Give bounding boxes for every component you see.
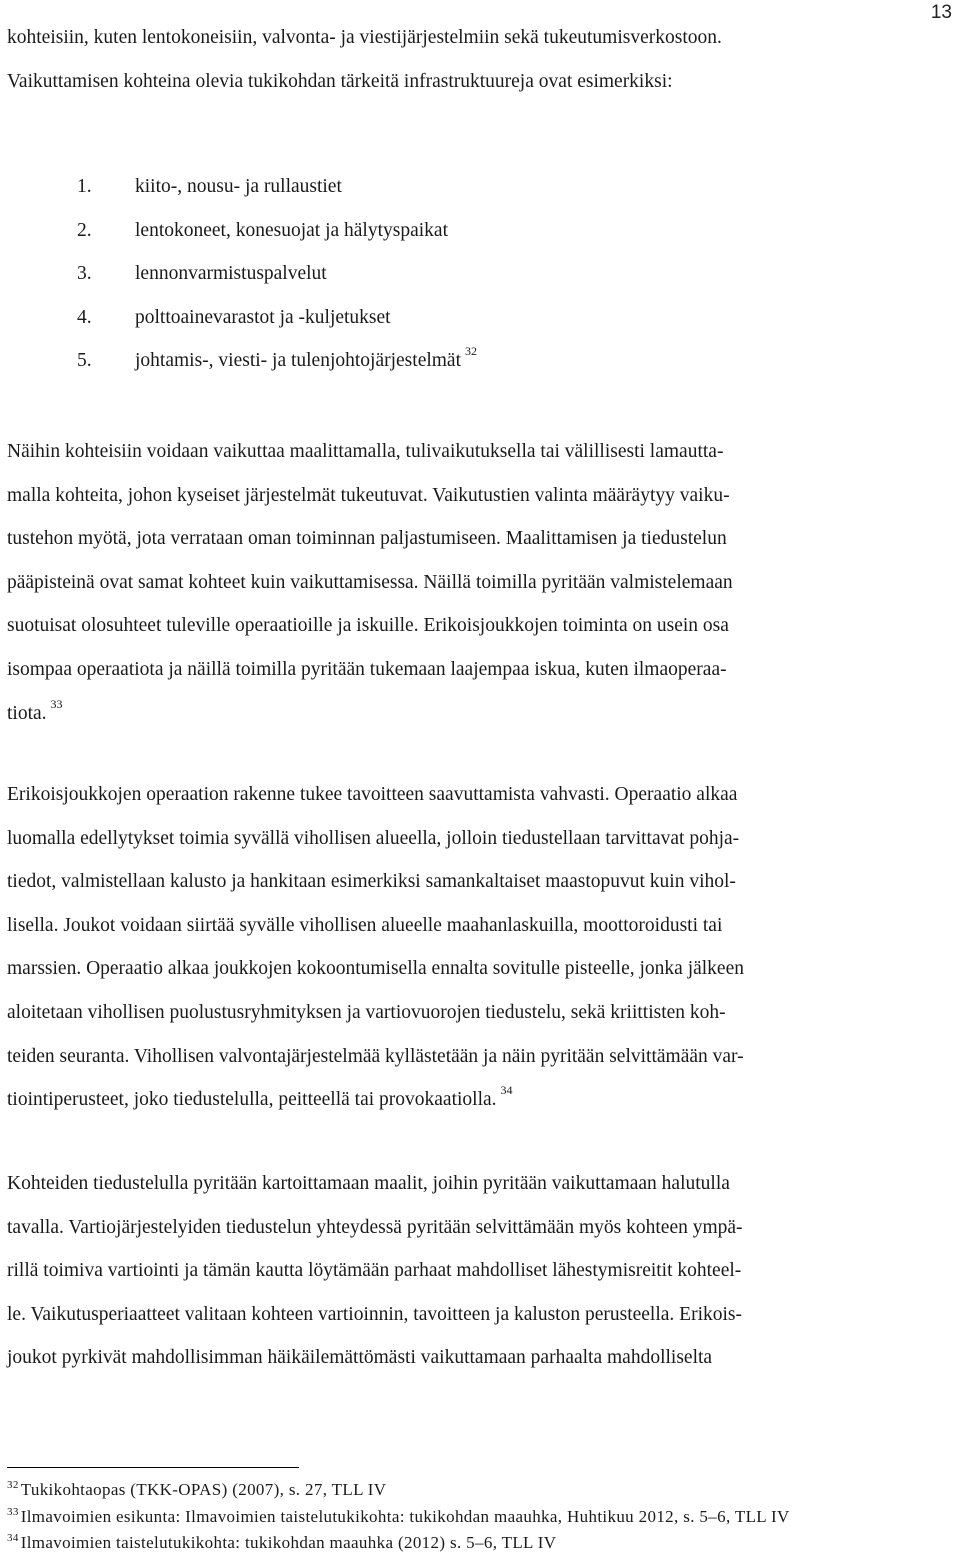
infrastructure-list	[77, 165, 477, 385]
text-line: suotuisat olosuhteet tuleville operaatioille ja iskuille. Erikoisjoukkojen toiminta on usein osa	[7, 615, 729, 637]
text-line: Näihin kohteisiin voidaan vaikuttaa maalittamalla, tulivaikutuksella tai välillisesti lamautta-	[7, 441, 724, 462]
line-text: tiointiperusteet, joko tiedustelulla, peitteellä tai provokaatiolla.	[7, 1089, 497, 1111]
text-line	[7, 1078, 953, 1124]
paragraph-3	[7, 1162, 953, 1380]
list-number: 2.	[77, 219, 92, 241]
text-line: joukot pyrkivät mahdollisimman häikäilemättömästi vaikuttamaan parhaalta mahdolliselta	[7, 1347, 713, 1369]
footnote-number: 33	[7, 1505, 19, 1518]
text-line: teiden seuranta. Vihollisen valvontajärjestelmää kyllästetään ja näin pyritään selvittämään var-	[7, 1045, 744, 1067]
intro-paragraph	[7, 16, 953, 103]
text-line: tavalla. Vartiojärjestelyiden tiedustelun yhteydessä pyritään selvittämään myös kohteen ympä-	[7, 1216, 743, 1238]
list-text: polttoainevarastot ja -kuljetukset	[135, 306, 391, 328]
paragraph-1	[7, 430, 953, 737]
footnote-number: 32	[7, 1479, 19, 1491]
text-line: kohteisiin, kuten lentokoneisiin, valvonta- ja viestijärjestelmiin sekä tukeutumisverkostoon.	[7, 27, 722, 48]
footnote	[7, 1478, 790, 1505]
line-text: tiota.	[7, 702, 47, 724]
list-item	[77, 165, 477, 209]
footnote	[7, 1505, 790, 1532]
text-line: luomalla edellytykset toimia syvällä vihollisen alueella, jolloin tiedustellaan tarvittavat pohja-	[7, 827, 740, 849]
text-line: rillä toimiva vartiointi ja tämän kautta löytämään parhaat mahdolliset lähestymisreitit kohteel-	[7, 1260, 742, 1282]
footnote-divider	[7, 1467, 299, 1468]
text-line: le. Vaikutusperiaatteet valitaan kohteen vartioinnin, tavoitteen ja kaluston perusteella. Erikois-	[7, 1303, 742, 1325]
footnote-text: Tukikohtaopas (TKK-OPAS) (2007), s. 27, TLL IV	[20, 1480, 387, 1499]
footnotes	[7, 1478, 790, 1558]
text-line: tustehon myötä, jota verrataan oman toiminnan paljastumiseen. Maalittamisen ja tiedustelun	[7, 528, 727, 550]
list-text: lentokoneet, konesuojat ja hälytyspaikat	[135, 219, 448, 241]
footnote-ref[interactable]: 33	[50, 696, 63, 711]
list-item	[77, 252, 477, 296]
paragraph-2	[7, 773, 953, 1124]
footnote-ref[interactable]: 34	[500, 1083, 513, 1098]
text-line: pääpisteinä ovat samat kohteet kuin vaikuttamisessa. Näillä toimilla pyritään valmistelemaan	[7, 571, 733, 593]
text-line: Erikoisjoukkojen operaation rakenne tukee tavoitteen saavuttamista vahvasti. Operaatio alkaa	[7, 784, 738, 805]
footnote-ref[interactable]: 32	[465, 344, 478, 358]
text-line: tiedot, valmistellaan kalusto ja hankitaan esimerkiksi samankaltaiset maastopuvut kuin vihol-	[7, 871, 736, 893]
list-number: 4.	[77, 306, 92, 328]
list-text: johtamis-, viesti- ja tulenjohtojärjestelmät	[135, 350, 462, 371]
text-line: lisella. Joukot voidaan siirtää syvälle vihollisen alueelle maahanlaskuilla, moottoroidusti tai	[7, 914, 723, 936]
footnote-text: Ilmavoimien taistelutukikohta: tukikohdan maauhka (2012) s. 5–6, TLL IV	[20, 1533, 557, 1552]
list-number: 1.	[77, 176, 92, 197]
list-text: kiito-, nousu- ja rullaustiet	[135, 176, 342, 197]
text-line: isompaa operaatiota ja näillä toimilla pyritään tukemaan laajempaa iskua, kuten ilmaoperaa-	[7, 658, 727, 680]
page-number: 13	[930, 2, 952, 23]
list-item	[77, 296, 477, 340]
text-line: Kohteiden tiedustelulla pyritään kartoittamaan maalit, joihin pyritään vaikuttamaan halutulla	[7, 1173, 730, 1194]
list-item	[77, 339, 477, 385]
text-line	[7, 692, 953, 738]
list-text: lennonvarmistuspalvelut	[135, 263, 327, 284]
list-item	[77, 209, 477, 253]
list-number: 3.	[77, 263, 92, 284]
list-number: 5.	[77, 350, 92, 371]
text-line: aloitetaan vihollisen puolustusryhmityksen ja vartiovuorojen tiedustelu, sekä kriittisten koh-	[7, 1001, 726, 1023]
footnote-text: Ilmavoimien esikunta: Ilmavoimien taistelutukikohta: tukikohdan maauhka, Huhtikuu 2012, s. 5–6, TLL IV	[20, 1506, 790, 1526]
text-line: marssien. Operaatio alkaa joukkojen kokoontumisella ennalta sovitulle pisteelle, jonka jälkeen	[7, 958, 744, 980]
footnote	[7, 1531, 790, 1558]
text-line: Vaikuttamisen kohteina olevia tukikohdan tärkeitä infrastruktuureja ovat esimerkiksi:	[7, 70, 673, 92]
footnote-number: 34	[7, 1532, 19, 1544]
text-line: malla kohteita, johon kyseiset järjestelmät tukeutuvat. Vaikutustien valinta määräytyy vaiku-	[7, 484, 730, 506]
